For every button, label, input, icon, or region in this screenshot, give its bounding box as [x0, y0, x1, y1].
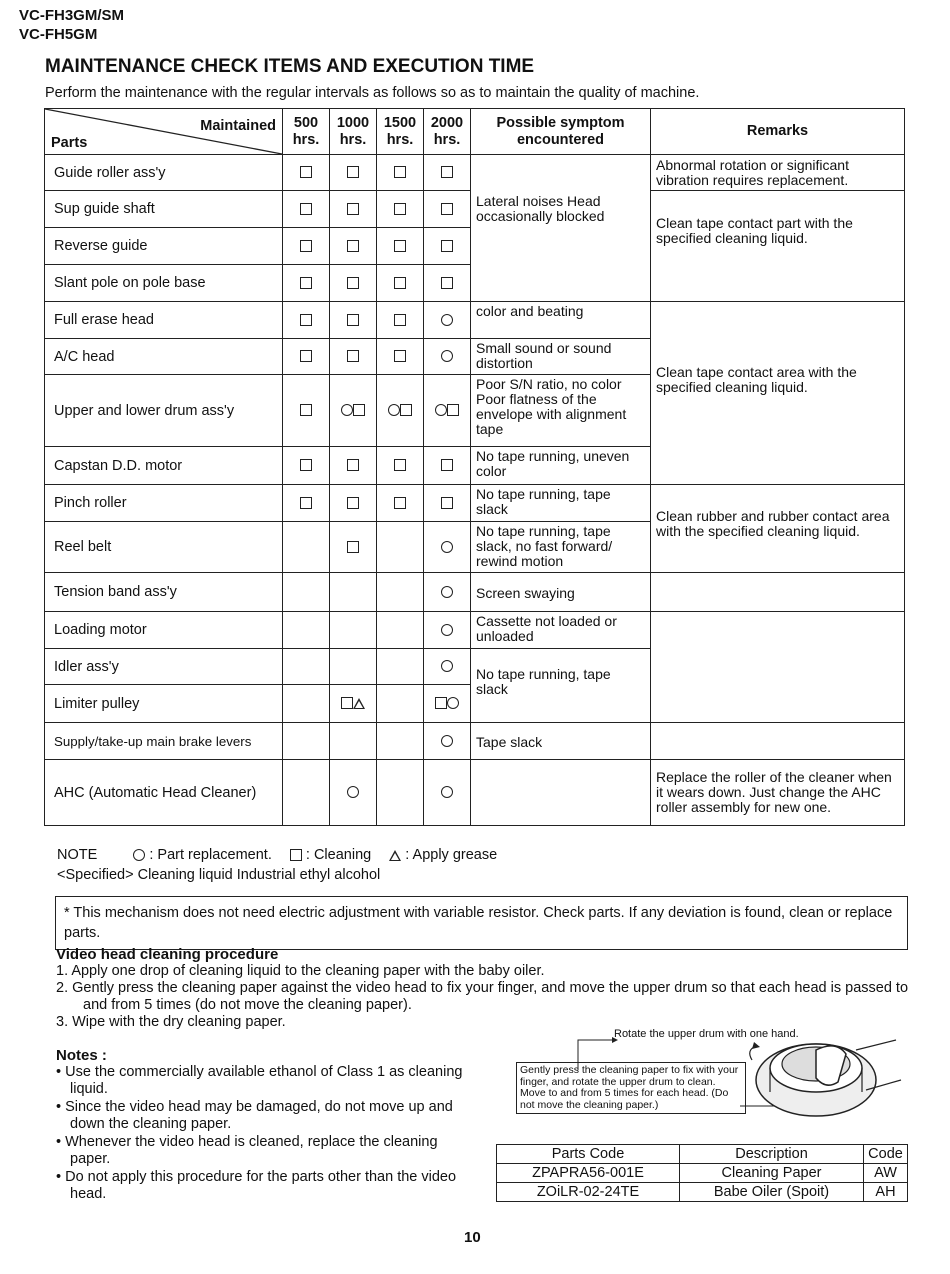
- page-number: 10: [464, 1229, 481, 1246]
- mark-cell: [330, 573, 377, 612]
- legend-note: [57, 845, 511, 885]
- mark-cell: [283, 723, 330, 760]
- square-icon: [300, 459, 312, 471]
- mark-cell: [424, 447, 471, 485]
- parts-code-header: Parts Code: [497, 1145, 680, 1164]
- mark-cell: [377, 265, 424, 302]
- mark-cell: [377, 573, 424, 612]
- table-row: [45, 302, 905, 339]
- square-icon: [441, 277, 453, 289]
- code-cell: AH: [864, 1183, 908, 1202]
- symptom-cell: Small sound or sound distortion: [471, 339, 651, 375]
- page-title: MAINTENANCE CHECK ITEMS AND EXECUTION TIME: [45, 56, 535, 77]
- part-name: Reverse guide: [45, 228, 283, 265]
- drum-cleaning-figure: [516, 1020, 916, 1135]
- table-row: [45, 723, 905, 760]
- header-interval-1500: [377, 109, 424, 155]
- mark-cell: [330, 522, 377, 573]
- symptom-cell: Cassette not loaded or unloaded: [471, 612, 651, 649]
- parts-code-cell: ZOiLR-02-24TE: [497, 1183, 680, 1202]
- square-icon: [394, 277, 406, 289]
- triangle-icon: [353, 698, 365, 709]
- circle-icon: [441, 350, 453, 362]
- square-icon: [300, 350, 312, 362]
- square-icon: [347, 166, 359, 178]
- mark-cell: [283, 339, 330, 375]
- legend-cleaning: [290, 847, 371, 863]
- remarks-cell: Clean tape contact part with the specified cleaning liquid.: [651, 191, 905, 302]
- part-name: A/C head: [45, 339, 283, 375]
- mark-cell: [330, 485, 377, 522]
- mark-cell: [330, 723, 377, 760]
- description-cell: Babe Oiler (Spoit): [680, 1183, 864, 1202]
- mark-cell: [424, 685, 471, 723]
- part-name: Slant pole on pole base: [45, 265, 283, 302]
- circle-icon: [133, 849, 145, 861]
- part-name: Upper and lower drum ass'y: [45, 375, 283, 447]
- model-header: [19, 6, 124, 44]
- part-name: Guide roller ass'y: [45, 155, 283, 191]
- legend-cleaning-text: : Cleaning: [305, 847, 372, 863]
- interval-num: 1500: [383, 114, 417, 131]
- parts-code-cell: ZPAPRA56-001E: [497, 1164, 680, 1183]
- mark-cell: [283, 485, 330, 522]
- square-icon: [347, 541, 359, 553]
- circle-icon: [435, 404, 447, 416]
- mark-cell: [424, 302, 471, 339]
- model-name-1: VC-FH3GM/SM: [19, 7, 124, 24]
- square-icon: [441, 240, 453, 252]
- part-name: Loading motor: [45, 612, 283, 649]
- square-icon: [394, 166, 406, 178]
- mark-cell: [424, 612, 471, 649]
- part-name: Sup guide shaft: [45, 191, 283, 228]
- circle-icon: [441, 314, 453, 326]
- mark-cell: [283, 649, 330, 685]
- mark-cell: [424, 485, 471, 522]
- circle-icon: [441, 624, 453, 636]
- symptom-cell: Screen swaying: [471, 573, 651, 612]
- interval-num: 1000: [336, 114, 370, 131]
- mark-cell: [377, 228, 424, 265]
- symptom-cell: No tape running, tape slack: [471, 649, 651, 723]
- mark-cell: [424, 375, 471, 447]
- remarks-cell: Replace the roller of the cleaner when it wears down. Just change the AHC roller assembly for new one.: [651, 760, 905, 826]
- mark-cell: [377, 649, 424, 685]
- square-icon: [441, 166, 453, 178]
- mark-cell: [377, 155, 424, 191]
- header-parts: Parts: [51, 135, 88, 151]
- square-icon: [394, 240, 406, 252]
- procedure-step: 1. Apply one drop of cleaning liquid to the cleaning paper with the baby oiler.: [56, 963, 545, 979]
- symptom-cell: No tape running, tape slack: [471, 485, 651, 522]
- circle-icon: [447, 697, 459, 709]
- mark-cell: [377, 522, 424, 573]
- square-icon: [441, 203, 453, 215]
- circle-icon: [347, 786, 359, 798]
- table-header-row: [45, 109, 905, 155]
- procedure-title: Video head cleaning procedure: [56, 946, 279, 963]
- model-name-2: VC-FH5GM: [19, 26, 98, 43]
- procedure-step: 3. Wipe with the dry cleaning paper.: [56, 1014, 286, 1030]
- part-name: Pinch roller: [45, 485, 283, 522]
- mark-cell: [377, 485, 424, 522]
- mark-cell: [377, 612, 424, 649]
- header-interval-1000: [330, 109, 377, 155]
- parts-code-header-row: [497, 1145, 908, 1164]
- mark-cell: [377, 302, 424, 339]
- square-icon: [394, 350, 406, 362]
- square-icon: [347, 240, 359, 252]
- mark-cell: [330, 228, 377, 265]
- mark-cell: [424, 649, 471, 685]
- note-item: • Whenever the video head is cleaned, replace the cleaning paper.: [56, 1134, 438, 1167]
- mark-cell: [377, 191, 424, 228]
- mark-cell: [283, 447, 330, 485]
- part-name: Idler ass'y: [45, 649, 283, 685]
- part-name: Tension band ass'y: [45, 573, 283, 612]
- symptom-cell: No tape running, uneven color: [471, 447, 651, 485]
- note-item: • Use the commercially available ethanol of Class 1 as cleaning liquid.: [56, 1064, 463, 1097]
- square-icon: [300, 497, 312, 509]
- remarks-cell-empty: [651, 723, 905, 760]
- table-row: [497, 1164, 908, 1183]
- description-cell: Cleaning Paper: [680, 1164, 864, 1183]
- table-row: [497, 1183, 908, 1202]
- mark-cell: [424, 155, 471, 191]
- square-icon: [441, 497, 453, 509]
- square-icon: [300, 203, 312, 215]
- square-icon: [347, 350, 359, 362]
- remarks-cell: Clean rubber and rubber contact area with the specified cleaning liquid.: [651, 485, 905, 573]
- mark-cell: [424, 573, 471, 612]
- symptom-cell: Lateral noises Head occasionally blocked: [471, 155, 651, 302]
- part-name: Reel belt: [45, 522, 283, 573]
- mark-cell: [330, 191, 377, 228]
- remarks-cell: Clean tape contact area with the specified cleaning liquid.: [651, 302, 905, 485]
- mark-cell: [424, 339, 471, 375]
- square-icon: [347, 497, 359, 509]
- mark-cell: [377, 723, 424, 760]
- circle-icon: [388, 404, 400, 416]
- square-icon: [394, 314, 406, 326]
- square-icon: [300, 277, 312, 289]
- mark-cell: [330, 685, 377, 723]
- mark-cell: [283, 612, 330, 649]
- square-icon: [400, 404, 412, 416]
- part-name: AHC (Automatic Head Cleaner): [45, 760, 283, 826]
- legend-replacement: [133, 847, 272, 863]
- mark-cell: [330, 375, 377, 447]
- circle-icon: [441, 735, 453, 747]
- legend-grease-text: : Apply grease: [405, 847, 498, 863]
- circle-icon: [441, 660, 453, 672]
- mark-cell: [283, 573, 330, 612]
- header-interval-2000: [424, 109, 471, 155]
- mark-cell: [424, 191, 471, 228]
- square-icon: [347, 203, 359, 215]
- remarks-cell-empty: [651, 573, 905, 612]
- interval-unit: hrs.: [292, 131, 320, 148]
- square-icon: [290, 849, 302, 861]
- notes-title: Notes :: [56, 1047, 107, 1064]
- table-row: [45, 573, 905, 612]
- remarks-cell: Abnormal rotation or significant vibration requires replacement.: [651, 155, 905, 191]
- triangle-icon: [389, 850, 401, 861]
- legend-replacement-text: : Part replacement.: [149, 847, 272, 863]
- mark-cell: [377, 685, 424, 723]
- mark-cell: [330, 339, 377, 375]
- mark-cell: [330, 155, 377, 191]
- symptom-cell: Tape slack: [471, 723, 651, 760]
- square-icon: [353, 404, 365, 416]
- square-icon: [300, 314, 312, 326]
- square-icon: [394, 203, 406, 215]
- table-row: [45, 612, 905, 649]
- maintenance-table: [44, 108, 905, 826]
- square-icon: [300, 166, 312, 178]
- description-header: Description: [680, 1145, 864, 1164]
- note-label: NOTE: [57, 847, 98, 863]
- symptom-cell-empty: [471, 760, 651, 826]
- header-maintained: Maintained: [200, 118, 276, 134]
- code-cell: AW: [864, 1164, 908, 1183]
- mark-cell: [330, 649, 377, 685]
- mark-cell: [283, 685, 330, 723]
- mark-cell: [377, 375, 424, 447]
- mark-cell: [424, 265, 471, 302]
- mark-cell: [424, 522, 471, 573]
- interval-num: 500: [293, 114, 319, 131]
- circle-icon: [441, 541, 453, 553]
- note-item: • Do not apply this procedure for the parts other than the video head.: [56, 1169, 457, 1202]
- square-icon: [441, 459, 453, 471]
- procedure-step: 2. Gently press the cleaning paper against the video head to fix your finger, and move the upper drum so that each head is passed to and from 5 times (do not move the cleaning paper).: [56, 980, 909, 1013]
- header-remarks: Remarks: [651, 109, 905, 155]
- mark-cell: [283, 228, 330, 265]
- code-header: Code: [864, 1145, 908, 1164]
- square-icon: [447, 404, 459, 416]
- cleaning-procedure: [56, 946, 916, 1031]
- table-row: [45, 155, 905, 191]
- notes-list: [56, 1064, 476, 1204]
- mark-cell: [283, 302, 330, 339]
- square-icon: [347, 277, 359, 289]
- mark-cell: [283, 375, 330, 447]
- mark-cell: [330, 265, 377, 302]
- header-interval-500: [283, 109, 330, 155]
- part-name: Capstan D.D. motor: [45, 447, 283, 485]
- corner-header: [45, 109, 283, 155]
- mark-cell: [283, 522, 330, 573]
- symptom-cell: color and beating: [471, 302, 651, 339]
- symptom-cell: Poor S/N ratio, no color Poor flatness of the envelope with alignment tape: [471, 375, 651, 447]
- square-icon: [341, 697, 353, 709]
- interval-unit: hrs.: [433, 131, 461, 148]
- parts-code-table: [496, 1144, 908, 1202]
- table-row: [45, 760, 905, 826]
- mark-cell: [283, 155, 330, 191]
- interval-num: 2000: [430, 114, 464, 131]
- figure-instruction: Gently press the cleaning paper to fix with your finger, and rotate the upper drum to clean. Move to and from 5 times for each head. (Do not move the cleaning paper.): [516, 1062, 746, 1114]
- mark-cell: [424, 723, 471, 760]
- note-item: • Since the video head may be damaged, do not move up and down the cleaning paper.: [56, 1099, 453, 1132]
- remarks-cell-empty: [651, 612, 905, 723]
- rotate-callout: Rotate the upper drum with one hand.: [614, 1028, 799, 1040]
- table-row: [45, 485, 905, 522]
- mark-cell: [330, 447, 377, 485]
- circle-icon: [441, 586, 453, 598]
- square-icon: [347, 314, 359, 326]
- mark-cell: [377, 339, 424, 375]
- symptom-cell: No tape running, tape slack, no fast forward/ rewind motion: [471, 522, 651, 573]
- adjustment-notice: * This mechanism does not need electric adjustment with variable resistor. Check parts. If any deviation is found, clean or replace parts.: [55, 896, 908, 950]
- square-icon: [394, 497, 406, 509]
- legend-grease: [389, 847, 497, 863]
- header-symptom: Possible symptom encountered: [471, 109, 651, 155]
- part-name: Full erase head: [45, 302, 283, 339]
- square-icon: [300, 404, 312, 416]
- mark-cell: [377, 760, 424, 826]
- mark-cell: [424, 228, 471, 265]
- mark-cell: [330, 760, 377, 826]
- mark-cell: [283, 265, 330, 302]
- part-name: Supply/take-up main brake levers: [45, 723, 283, 760]
- mark-cell: [283, 760, 330, 826]
- square-icon: [394, 459, 406, 471]
- circle-icon: [441, 786, 453, 798]
- mark-cell: [283, 191, 330, 228]
- part-name: Limiter pulley: [45, 685, 283, 723]
- mark-cell: [330, 612, 377, 649]
- square-icon: [347, 459, 359, 471]
- mark-cell: [377, 447, 424, 485]
- square-icon: [435, 697, 447, 709]
- mark-cell: [424, 760, 471, 826]
- square-icon: [300, 240, 312, 252]
- interval-unit: hrs.: [386, 131, 414, 148]
- circle-icon: [341, 404, 353, 416]
- specified-liquid: <Specified> Cleaning liquid Industrial ethyl alcohol: [57, 867, 381, 883]
- interval-unit: hrs.: [339, 131, 367, 148]
- intro-text: Perform the maintenance with the regular intervals as follows so as to maintain the quality of machine.: [45, 85, 700, 101]
- mark-cell: [330, 302, 377, 339]
